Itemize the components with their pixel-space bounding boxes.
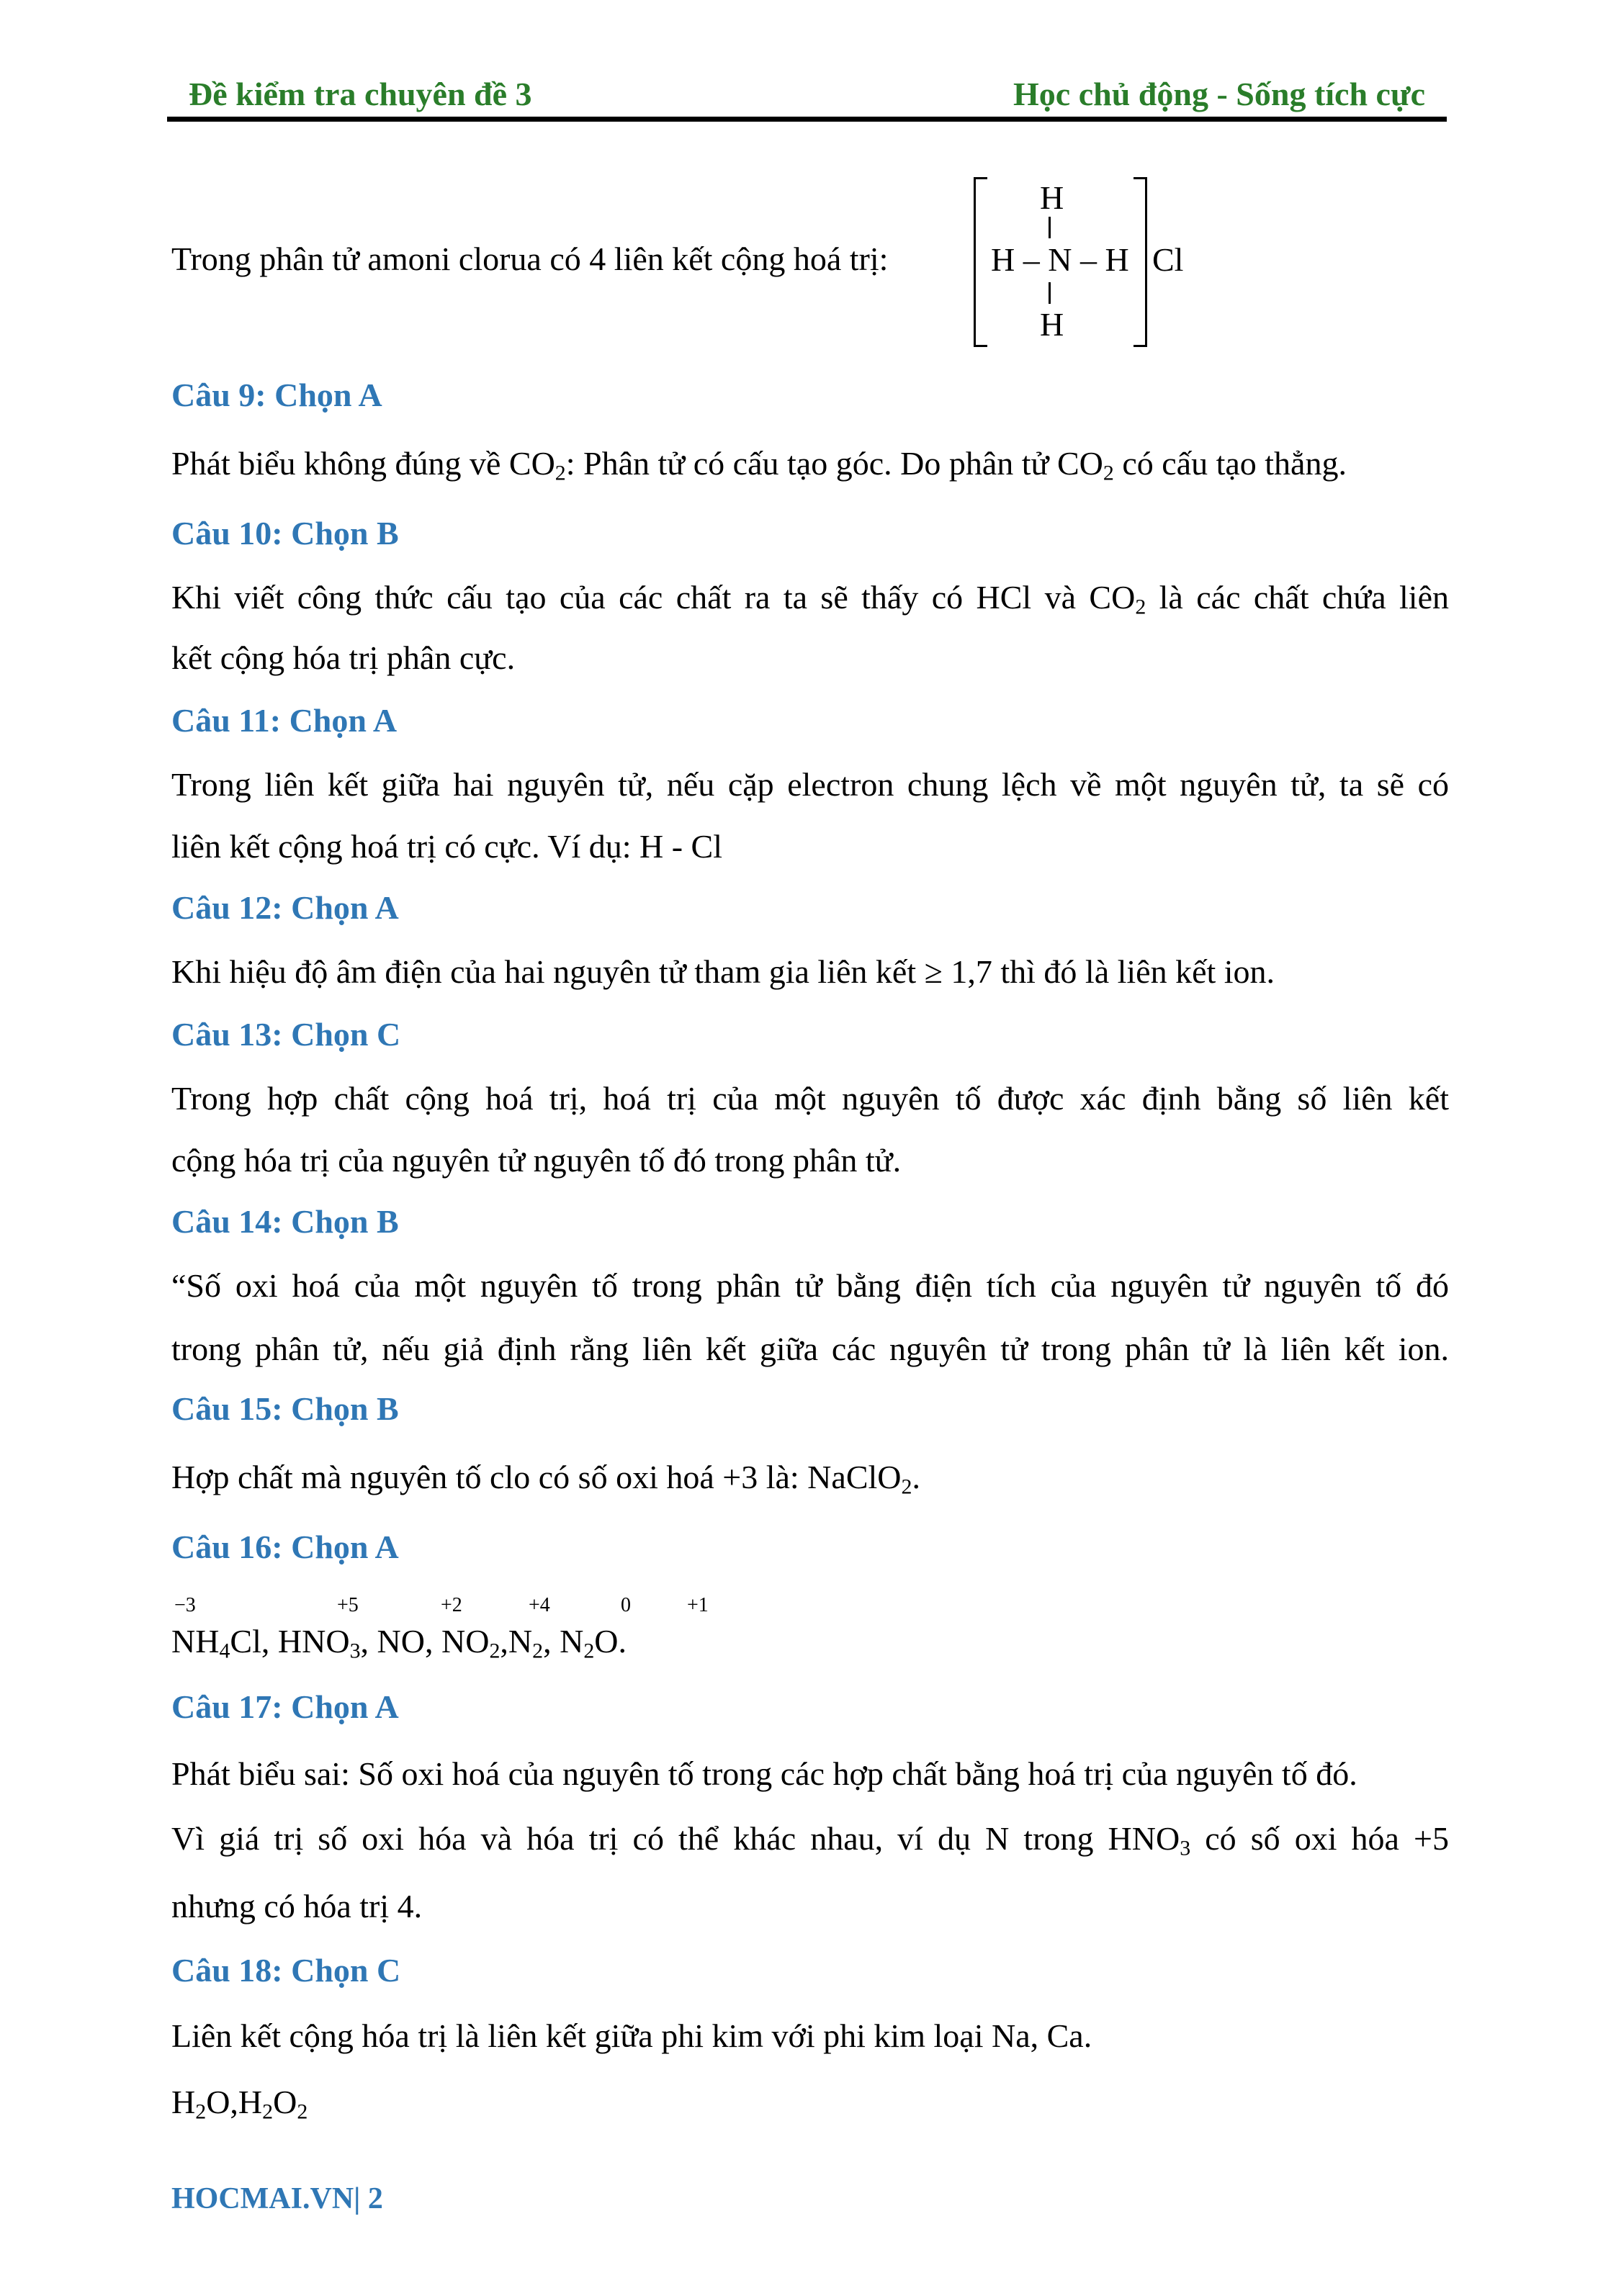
q14-line2: trong phân tử, nếu giả định rằng liên kết giữa các nguyên tử trong phân tử là liên kết ion. (171, 1331, 1449, 1367)
q12-line1: Khi hiệu độ âm điện của hai nguyên tử tham gia liên kết ≥ 1,7 thì đó là liên kết ion. (171, 953, 1275, 990)
q17-title: Câu 17: Chọn A (171, 1688, 399, 1725)
q17-line1: Phát biểu sai: Số oxi hoá của nguyên tố trong các hợp chất bằng hoá trị của nguyên tố đó. (171, 1755, 1357, 1792)
header-left-title: Đề kiểm tra chuyên đề 3 (189, 76, 532, 112)
bond-bottom (1049, 282, 1051, 304)
q10-line2: kết cộng hóa trị phân cực. (171, 639, 516, 676)
q14-line1: “Số oxi hoá của một nguyên tố trong phân tử bằng điện tích của nguyên tử nguyên tố đó (171, 1267, 1449, 1304)
ox-state: −3 (174, 1594, 196, 1616)
ox-state: 0 (621, 1594, 631, 1616)
q13-line2: cộng hóa trị của nguyên tử nguyên tố đó trong phân tử. (171, 1142, 902, 1179)
q14-title: Câu 14: Chọn B (171, 1203, 399, 1240)
atom-row: H – N – H (991, 241, 1129, 278)
q12-title: Câu 12: Chọn A (171, 889, 399, 926)
ox-state: +1 (687, 1594, 709, 1616)
q13-line1: Trong hợp chất cộng hoá trị, hoá trị của một nguyên tố được xác định bằng số liên kết (171, 1080, 1449, 1117)
q10-title: Câu 10: Chọn B (171, 515, 399, 552)
q11-title: Câu 11: Chọn A (171, 702, 398, 739)
ox-state: +2 (441, 1594, 462, 1616)
atom-h-bottom: H (1040, 306, 1064, 343)
q11-line1: Trong liên kết giữa hai nguyên tử, nếu cặp electron chung lệch về một nguyên tử, ta sẽ có (171, 766, 1449, 803)
q16-formula: $NH_4Cl$, $HNO_3$, NO, $NO_2,N_2$, $N_2O$. (171, 1623, 627, 1663)
atom-cl: Cl (1152, 241, 1184, 278)
left-bracket (974, 177, 987, 347)
q11-line2: liên kết cộng hoá trị có cực. Ví dụ: H - Cl (171, 828, 723, 865)
ammonium-structure (974, 171, 1190, 350)
q16-title: Câu 16: Chọn A (171, 1529, 399, 1565)
page-header (167, 75, 1447, 118)
q18-title: Câu 18: Chọn C (171, 1952, 401, 1989)
q10-line1: Khi viết công thức cấu tạo của các chất ra ta sẽ thấy có HCl và $CO_2$ là các chất chứa liên (171, 579, 1450, 619)
page-footer: HOCMAI.VN| 2 (171, 2182, 383, 2215)
q17-line3: nhưng có hóa trị 4. (171, 1888, 423, 1924)
q9-title: Câu 9: Chọn A (171, 377, 382, 413)
right-bracket (1134, 177, 1147, 347)
q17-line2: Vì giá trị số oxi hóa và hóa trị có thể khác nhau, ví dụ N trong $HNO_3$ có số oxi hóa +5 (171, 1820, 1449, 1860)
q18-line1: Liên kết cộng hóa trị là liên kết giữa phi kim với phi kim loại Na, Ca. (171, 2017, 1092, 2054)
header-right-slogan: Học chủ động - Sống tích cực (1013, 76, 1425, 112)
q9-text: Phát biểu không đúng về $CO_2$: Phân tử có cấu tạo góc. Do phân tử $CO_2$ có cấu tạo thẳng. (171, 445, 1347, 485)
ox-state: +4 (529, 1594, 550, 1616)
q15-title: Câu 15: Chọn B (171, 1390, 399, 1427)
q13-title: Câu 13: Chọn C (171, 1016, 401, 1053)
atom-h-top: H (1040, 179, 1064, 216)
ox-state: +5 (337, 1594, 359, 1616)
header-rule (167, 117, 1447, 122)
q15-line1: Hợp chất mà nguyên tố clo có số oxi hoá +3 là: NaClO$_2$. (171, 1459, 920, 1499)
bond-top (1049, 217, 1051, 238)
ammonium-text: Trong phân tử amoni clorua có 4 liên kết cộng hoá trị: (171, 240, 889, 277)
q18-formula: $H_2O,H_2O_2$ (171, 2084, 308, 2124)
